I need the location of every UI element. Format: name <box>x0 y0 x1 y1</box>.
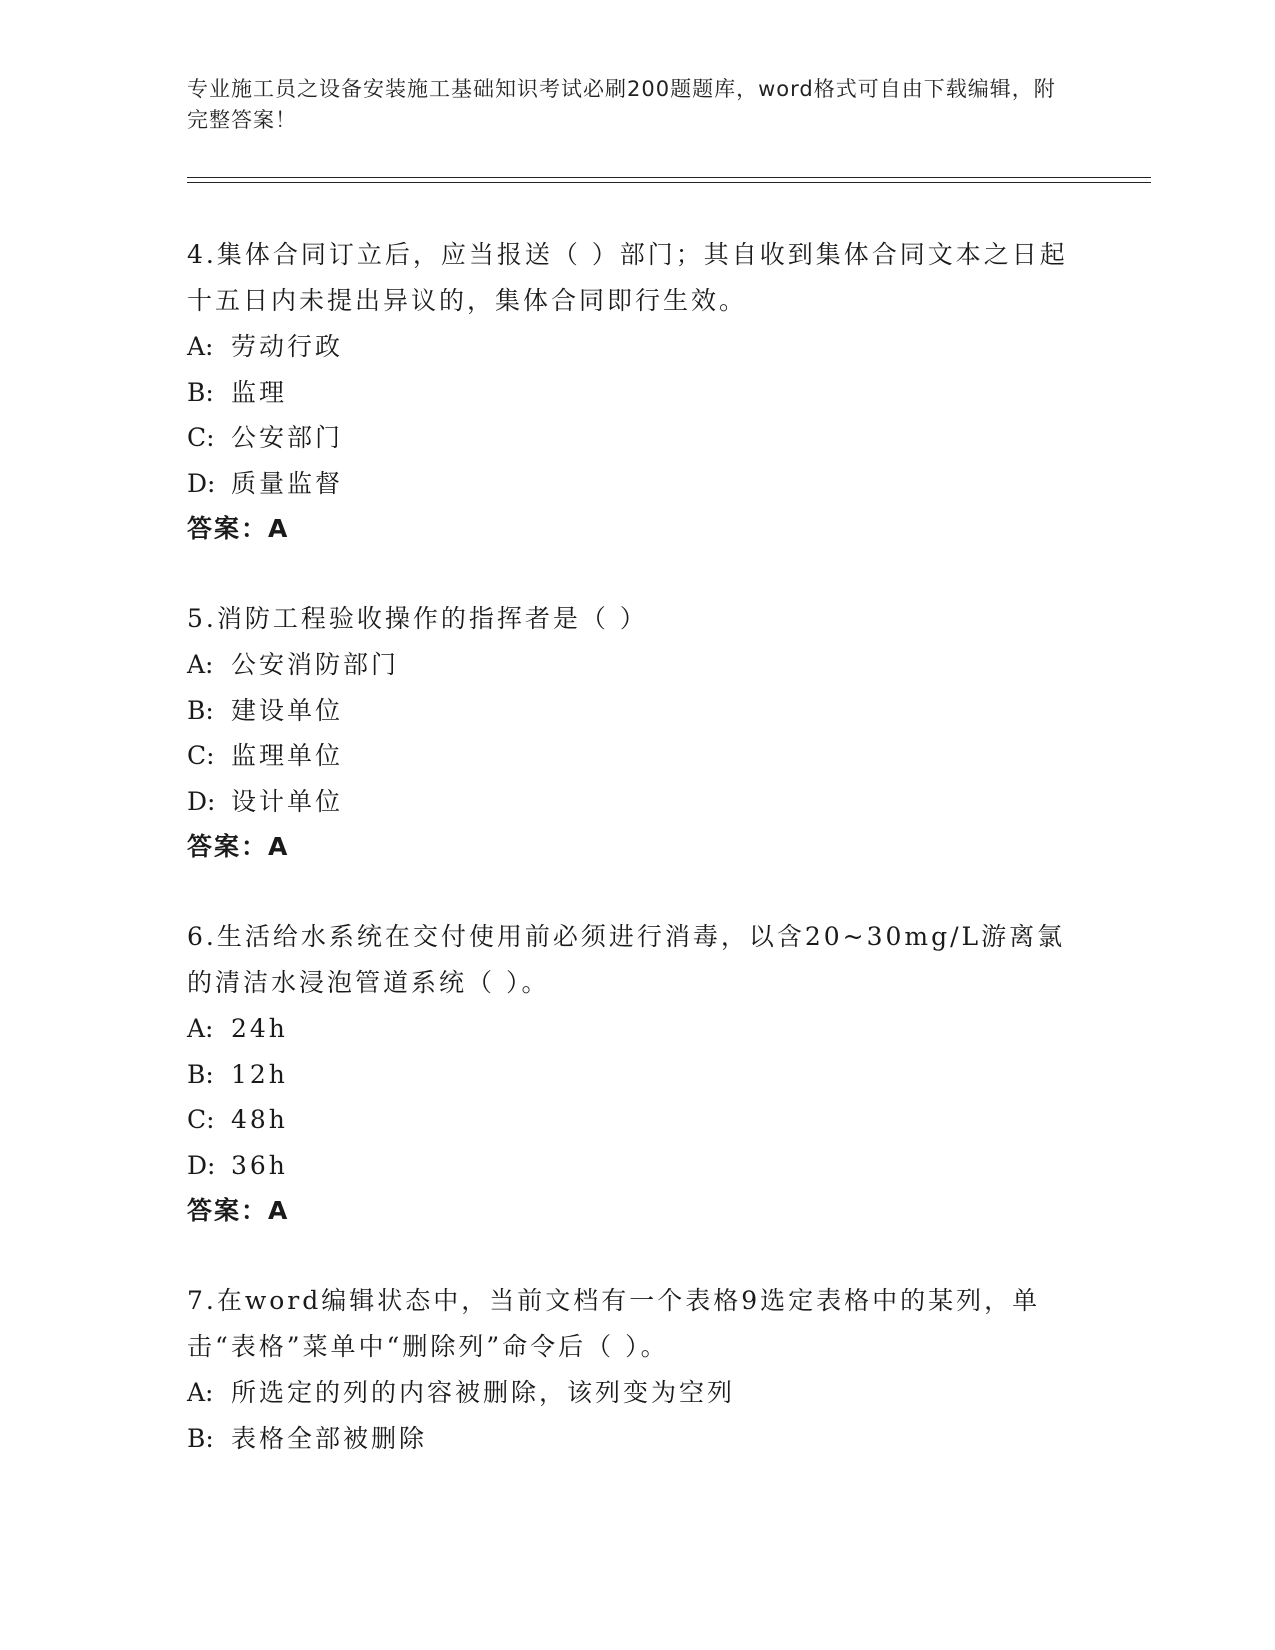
option-text: 劳动行政 <box>231 332 344 361</box>
option-key: B: <box>187 1423 214 1453</box>
question-stem: 7.在word编辑状态中，当前文档有一个表格9选定表格中的某列，单击“表格”菜单中“删除列”命令后（ ）。 <box>187 1286 1041 1361</box>
option-key: B: <box>187 695 214 725</box>
header-divider-bottom <box>187 182 1151 183</box>
option-a <box>187 1006 1087 1052</box>
option-text: 所选定的列的内容被删除，该列变为空列 <box>231 1378 736 1407</box>
option-key: A: <box>187 650 214 679</box>
option-text: 设计单位 <box>231 786 344 816</box>
option-text: 12h <box>231 1059 288 1089</box>
document-header-title: 专业施工员之设备安装施工基础知识考试必刷200题题库，word格式可自由下载编辑，附完整答案！ <box>187 77 1056 132</box>
option-text: 48h <box>231 1105 288 1134</box>
option-text: 公安消防部门 <box>231 650 400 679</box>
option-b <box>187 1416 1087 1462</box>
header-divider-top <box>187 177 1151 178</box>
option-d <box>187 779 1087 825</box>
option-c <box>187 415 1087 461</box>
option-b <box>187 370 1087 416</box>
option-text: 24h <box>231 1014 288 1043</box>
option-key: A: <box>187 1378 214 1407</box>
option-text: 36h <box>231 1150 288 1180</box>
option-key: A: <box>187 332 214 361</box>
option-key: C: <box>187 1105 215 1134</box>
option-b <box>187 688 1087 734</box>
option-key: D: <box>187 1150 216 1180</box>
question-4 <box>187 232 1087 552</box>
option-text: 建设单位 <box>231 695 344 725</box>
option-key: B: <box>187 377 214 407</box>
option-text: 公安部门 <box>231 423 344 452</box>
question-stem: 4.集体合同订立后，应当报送（ ）部门；其自收到集体合同文本之日起十五日内未提出异议的，集体合同即行生效。 <box>187 240 1068 315</box>
option-key: C: <box>187 423 215 452</box>
option-a <box>187 324 1087 370</box>
option-key: B: <box>187 1059 214 1089</box>
option-text: 表格全部被删除 <box>231 1423 428 1453</box>
option-text: 监理单位 <box>231 741 344 770</box>
answer-line: 答案：A <box>187 1196 290 1225</box>
option-key: C: <box>187 741 215 770</box>
answer-line: 答案：A <box>187 832 290 861</box>
option-a <box>187 642 1087 688</box>
answer-line: 答案：A <box>187 514 290 543</box>
question-7 <box>187 1278 1087 1461</box>
question-stem: 5.消防工程验收操作的指挥者是（ ） <box>187 604 648 633</box>
option-d <box>187 461 1087 507</box>
option-a <box>187 1370 1087 1416</box>
option-c <box>187 1097 1087 1143</box>
option-b <box>187 1052 1087 1098</box>
option-key: A: <box>187 1014 214 1043</box>
option-d <box>187 1143 1087 1189</box>
question-6 <box>187 914 1087 1234</box>
option-text: 质量监督 <box>231 468 344 498</box>
question-5 <box>187 596 1087 870</box>
question-stem: 6.生活给水系统在交付使用前必须进行消毒，以含20~30mg/L游离氯的清洁水浸泡管道系统（ ）。 <box>187 922 1066 997</box>
option-text: 监理 <box>231 377 288 407</box>
option-key: D: <box>187 468 216 498</box>
option-c <box>187 733 1087 779</box>
option-key: D: <box>187 786 216 816</box>
